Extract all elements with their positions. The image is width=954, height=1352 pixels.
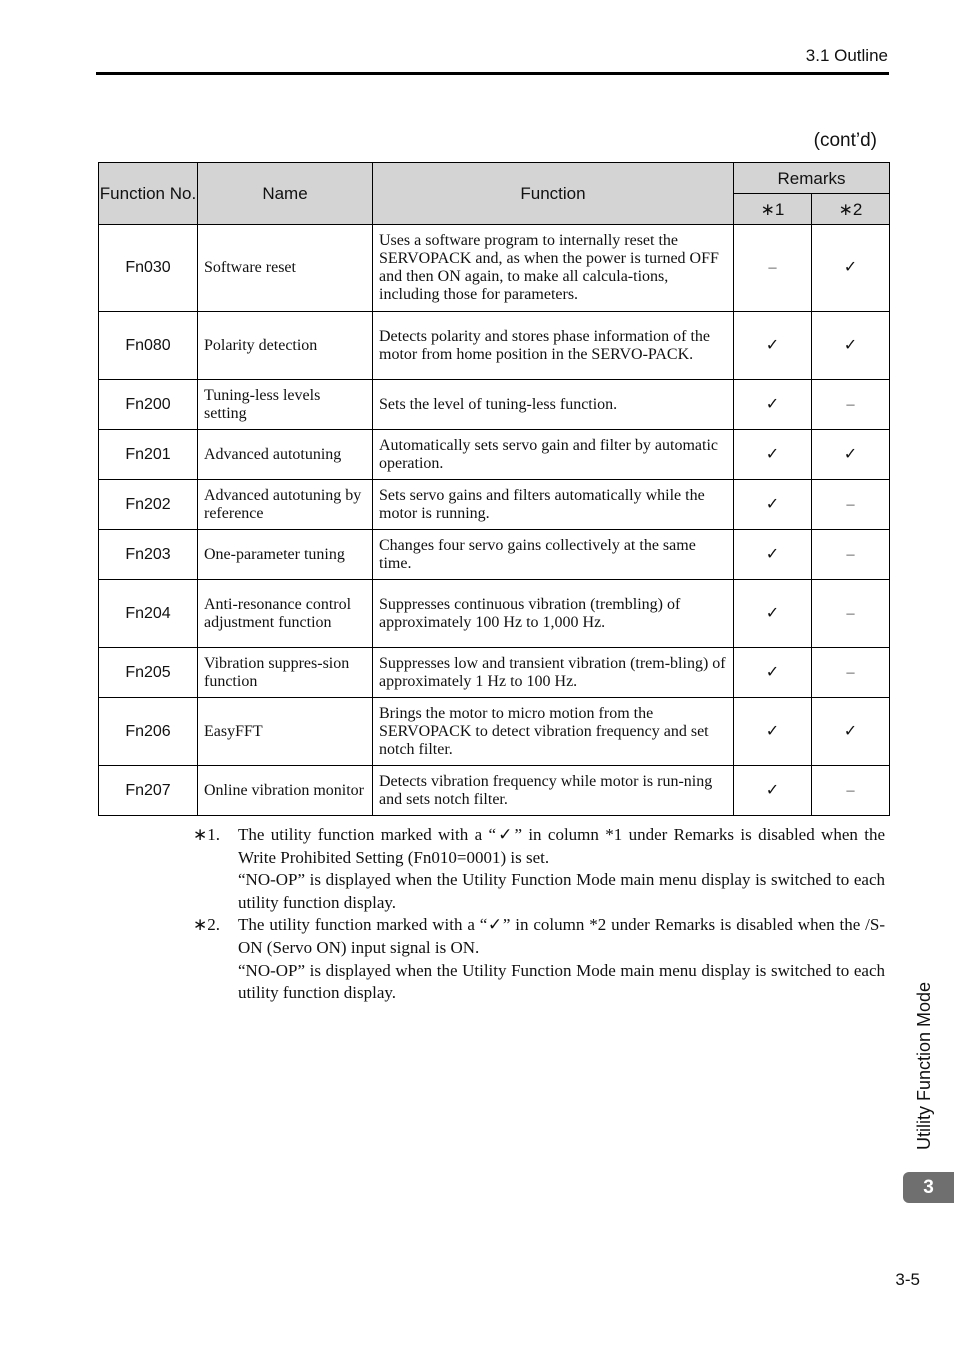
page-number: 3-5 [895, 1270, 920, 1289]
utility-function-table [98, 162, 890, 816]
remark-2-mark: – [812, 530, 890, 580]
footnote-text: “NO-OP” is displayed when the Utility Function Mode main menu display is switched to each utility function display. [238, 870, 885, 912]
footnote-text: “NO-OP” is displayed when the Utility Function Mode main menu display is switched to each utility function display. [238, 960, 885, 1003]
function-name: Online vibration monitor [198, 766, 373, 816]
function-name: EasyFFT [198, 698, 373, 766]
remark-1-mark: ✓ [734, 648, 812, 698]
table-row [99, 380, 890, 430]
function-description: Detects polarity and stores phase information of the motor from home position in the SERVO-PACK. [373, 312, 734, 380]
function-number: Fn206 [99, 698, 198, 766]
function-number: Fn204 [99, 580, 198, 648]
header-name: Name [198, 163, 373, 225]
section-heading: 3.1 Outline [805, 46, 888, 65]
remark-2-mark: – [812, 766, 890, 816]
function-number: Fn080 [99, 312, 198, 380]
function-number: Fn200 [99, 380, 198, 430]
remark-2-mark: – [812, 380, 890, 430]
footnote-number: ∗2. [193, 915, 220, 935]
footnote-text: The utility function marked with a “✓” in column *1 under Remarks is disabled when the Write Prohibited Setting (Fn010=0001) is set. [238, 825, 885, 867]
header-remark-1: ∗1 [734, 194, 812, 225]
function-number: Fn202 [99, 480, 198, 530]
table-row [99, 480, 890, 530]
remark-1-mark: ✓ [734, 430, 812, 480]
header-rule [96, 72, 889, 75]
remark-2-mark: ✓ [812, 430, 890, 480]
table-row [99, 766, 890, 816]
table-row [99, 648, 890, 698]
function-name: Tuning-less levels setting [198, 380, 373, 430]
remark-1-mark: ✓ [734, 698, 812, 766]
remark-1-mark: ✓ [734, 380, 812, 430]
function-name: Software reset [198, 225, 373, 312]
table-row [99, 580, 890, 648]
remark-1-mark: ✓ [734, 580, 812, 648]
table-row [99, 698, 890, 766]
footnote [193, 914, 885, 1004]
function-number: Fn203 [99, 530, 198, 580]
function-description: Changes four servo gains collectively at the same time. [373, 530, 734, 580]
function-description: Brings the motor to micro motion from the SERVOPACK to detect vibration frequency and set notch filter. [373, 698, 734, 766]
function-description: Sets servo gains and filters automatically while the motor is running. [373, 480, 734, 530]
remark-1-mark: ✓ [734, 312, 812, 380]
function-description: Sets the level of tuning-less function. [373, 380, 734, 430]
table-row [99, 225, 890, 312]
remark-2-mark: – [812, 580, 890, 648]
function-name: Polarity detection [198, 312, 373, 380]
function-description: Uses a software program to internally reset the SERVOPACK and, as when the power is turned OFF and then ON again, to make all calcula-tions, including those for parameters. [373, 225, 734, 312]
chapter-tab: 3 [903, 1172, 954, 1203]
function-description: Suppresses continuous vibration (trembling) of approximately 100 Hz to 1,000 Hz. [373, 580, 734, 648]
function-name: Anti-resonance control adjustment function [198, 580, 373, 648]
table-row [99, 530, 890, 580]
function-name: Advanced autotuning [198, 430, 373, 480]
function-name: Advanced autotuning by reference [198, 480, 373, 530]
chapter-side-label: Utility Function Mode [914, 981, 934, 1150]
function-description: Detects vibration frequency while motor is run-ning and sets notch filter. [373, 766, 734, 816]
header-function: Function [373, 163, 734, 225]
header-function-no: Function No. [99, 163, 198, 225]
remark-2-mark: – [812, 648, 890, 698]
remark-2-mark: ✓ [812, 312, 890, 380]
function-name: Vibration suppres-sion function [198, 648, 373, 698]
function-name: One-parameter tuning [198, 530, 373, 580]
remark-2-mark: ✓ [812, 698, 890, 766]
function-description: Suppresses low and transient vibration (trem-bling) of approximately 1 Hz to 100 Hz. [373, 648, 734, 698]
remark-1-mark: ✓ [734, 766, 812, 816]
footnote [193, 824, 885, 914]
remark-2-mark: ✓ [812, 225, 890, 312]
table-row [99, 312, 890, 380]
footnote-text: The utility function marked with a “✓” in column *2 under Remarks is disabled when the /S-ON (Servo ON) input signal is ON. [238, 915, 885, 957]
remark-1-mark: – [734, 225, 812, 312]
function-number: Fn207 [99, 766, 198, 816]
remark-1-mark: ✓ [734, 480, 812, 530]
function-number: Fn205 [99, 648, 198, 698]
function-number: Fn201 [99, 430, 198, 480]
table-row [99, 430, 890, 480]
footnotes [193, 824, 885, 1005]
footnote-number: ∗1. [193, 825, 220, 844]
function-description: Automatically sets servo gain and filter by automatic operation. [373, 430, 734, 480]
remark-2-mark: – [812, 480, 890, 530]
function-number: Fn030 [99, 225, 198, 312]
header-remark-2: ∗2 [812, 194, 890, 225]
header-remarks: Remarks [734, 163, 890, 194]
continued-label: (cont’d) [813, 130, 877, 151]
remark-1-mark: ✓ [734, 530, 812, 580]
